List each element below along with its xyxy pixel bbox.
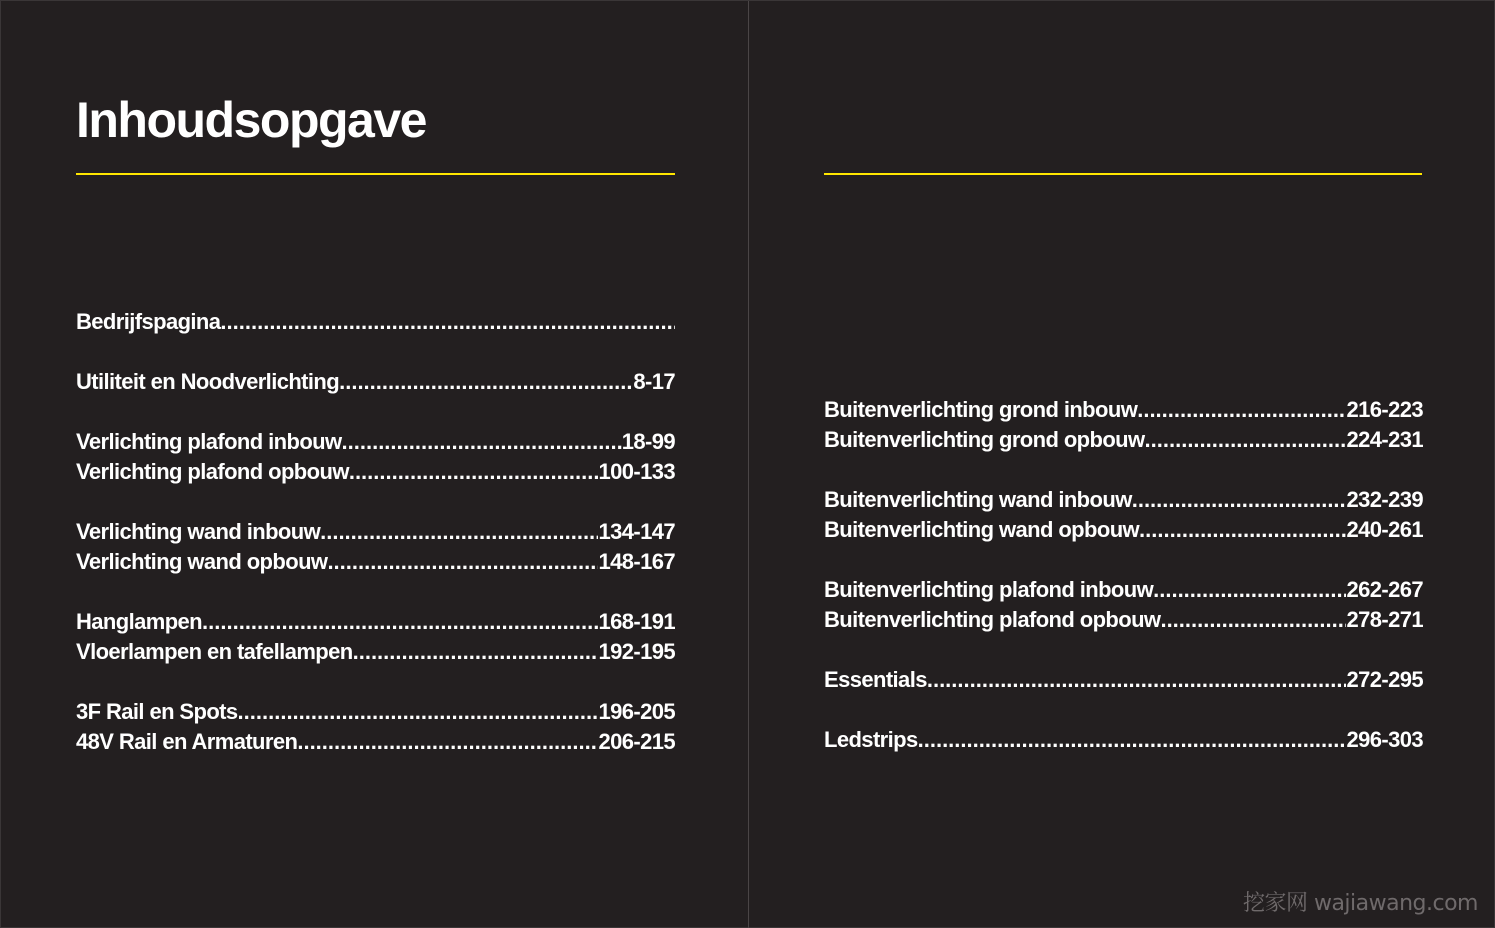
toc-entry[interactable] (76, 517, 675, 547)
toc-entry-label: Hanglampen (76, 609, 203, 634)
toc-entry-label: Ledstrips (824, 727, 918, 752)
toc-entry[interactable] (76, 307, 675, 337)
toc-entry-pages: 240-261 (1346, 517, 1423, 542)
toc-entry-label: Verlichting plafond inbouw (76, 429, 342, 454)
toc-dot-leader (1160, 605, 1346, 635)
toc-entry[interactable] (76, 727, 675, 757)
toc-dot-leader (1137, 395, 1346, 425)
toc-entry-pages: 206-215 (598, 729, 675, 754)
toc-entry-label: Buitenverlichting grond opbouw (824, 427, 1145, 452)
toc-dot-leader (320, 517, 598, 547)
toc-entry[interactable] (824, 395, 1423, 425)
toc-entry-pages: 134-147 (598, 519, 675, 544)
page-title: Inhoudsopgave (76, 92, 426, 148)
toc-entry-label: Utiliteit en Noodverlichting (76, 369, 340, 394)
toc-entry-pages: 232-239 (1346, 487, 1423, 512)
toc-dot-leader (349, 457, 599, 487)
toc-dot-leader (1132, 485, 1347, 515)
toc-entry[interactable] (824, 425, 1423, 455)
toc-entry-pages: 100-133 (598, 459, 675, 484)
toc-entry-pages: 296-303 (1346, 727, 1423, 752)
toc-dot-leader (342, 427, 622, 457)
toc-entry-pages: 278-271 (1346, 607, 1423, 632)
toc-dot-leader (918, 725, 1347, 755)
toc-dot-leader (353, 637, 599, 667)
toc-entry[interactable] (76, 637, 675, 667)
toc-entry-pages: 18-99 (621, 429, 675, 454)
toc-dot-leader (202, 607, 598, 637)
toc-entry[interactable] (76, 607, 675, 637)
toc-entry-label: 3F Rail en Spots (76, 699, 238, 724)
toc-entry-pages: 8-17 (633, 369, 675, 394)
toc-entry[interactable] (76, 427, 675, 457)
toc-entry-label: Verlichting plafond opbouw (76, 459, 349, 484)
toc-entry[interactable] (76, 457, 675, 487)
toc-entry-label: Buitenverlichting plafond inbouw (824, 577, 1154, 602)
site-watermark: 挖家网 wajiawang.com (1242, 891, 1478, 916)
title-underline-left (76, 173, 675, 175)
toc-entry[interactable] (824, 665, 1423, 695)
toc-entry[interactable] (824, 485, 1423, 515)
toc-dot-leader (1153, 575, 1346, 605)
toc-entry-label: Bedrijfspagina (76, 309, 221, 334)
toc-entry-label: Buitenverlichting plafond opbouw (824, 607, 1161, 632)
toc-entry-pages: 272-295 (1346, 667, 1423, 692)
toc-entry-label: Buitenverlichting wand inbouw (824, 487, 1132, 512)
toc-entry-pages: 216-223 (1346, 397, 1423, 422)
toc-dot-leader (327, 547, 598, 577)
page-fold-divider (748, 1, 749, 928)
toc-entry[interactable] (824, 725, 1423, 755)
toc-entry-label: Verlichting wand inbouw (76, 519, 321, 544)
toc-entry[interactable] (824, 515, 1423, 545)
toc-dot-leader (1139, 515, 1346, 545)
toc-entry[interactable] (824, 575, 1423, 605)
toc-entry-pages: 262-267 (1346, 577, 1423, 602)
toc-entry-label: Vloerlampen en tafellampen (76, 639, 353, 664)
toc-dot-leader (220, 307, 675, 337)
toc-entry-label: Verlichting wand opbouw (76, 549, 328, 574)
toc-entry-label: Essentials (824, 667, 927, 692)
toc-entry[interactable] (76, 697, 675, 727)
toc-entry-pages: 192-195 (598, 639, 675, 664)
toc-entry[interactable] (76, 367, 675, 397)
title-underline-right (824, 173, 1422, 175)
toc-left-column (76, 307, 675, 757)
toc-dot-leader (238, 697, 599, 727)
toc-dot-leader (927, 665, 1347, 695)
toc-entry-label: Buitenverlichting wand opbouw (824, 517, 1140, 542)
toc-entry-label: 48V Rail en Armaturen (76, 729, 298, 754)
toc-dot-leader (1145, 425, 1347, 455)
toc-entry-pages: 168-191 (598, 609, 675, 634)
toc-dot-leader (339, 367, 633, 397)
toc-entry-label: Buitenverlichting grond inbouw (824, 397, 1138, 422)
toc-entry[interactable] (824, 605, 1423, 635)
toc-entry-pages: 148-167 (598, 549, 675, 574)
toc-entry[interactable] (76, 547, 675, 577)
toc-dot-leader (297, 727, 598, 757)
toc-right-column (824, 395, 1423, 755)
toc-entry-pages: 224-231 (1346, 427, 1423, 452)
toc-entry-pages: 196-205 (598, 699, 675, 724)
